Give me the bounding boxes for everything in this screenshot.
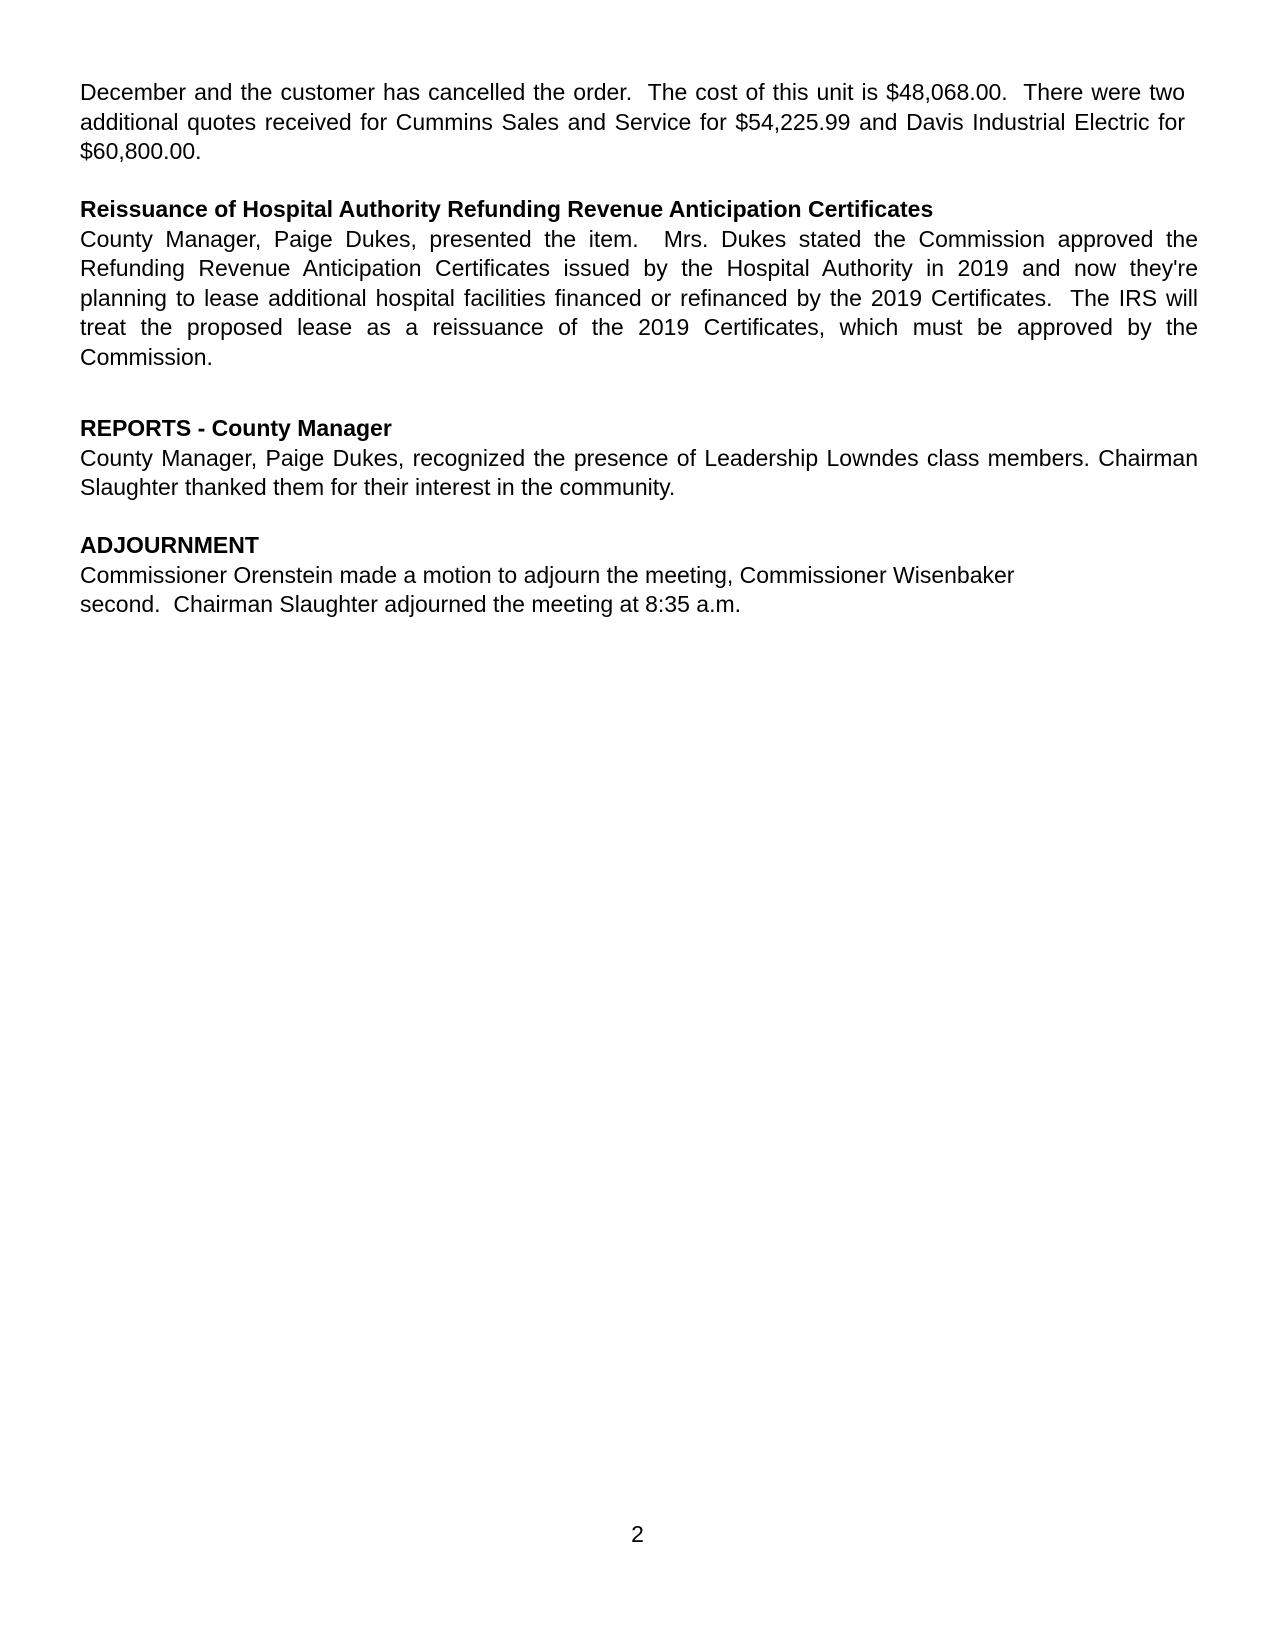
- section-heading-adjournment: ADJOURNMENT: [80, 532, 259, 558]
- section-heading-reissuance: Reissuance of Hospital Authority Refunding Revenue Anticipation Certificates: [80, 196, 934, 222]
- page-number: 2: [631, 1521, 644, 1547]
- intro-paragraph: December and the customer has cancelled the order. The cost of this unit is $48,068.00. There were two additional quotes received for Cummins Sales and Service for $54,225.99 and Davis Industrial Electric for $60,800.00.: [80, 79, 1192, 164]
- section-heading-reports: REPORTS - County Manager: [80, 415, 392, 441]
- section-reissuance: [80, 195, 1205, 372]
- section-body-adjournment-line1: Commissioner Orenstein made a motion to adjourn the meeting, Commissioner Wisenbaker: [80, 561, 1015, 588]
- document-page: [80, 78, 1205, 617]
- section-reports: [80, 414, 1205, 503]
- section-adjournment: [80, 531, 1198, 620]
- section-body-reports: County Manager, Paige Dukes, recognized the presence of Leadership Lowndes class members. Chairman Slaughter thanked them for their interest in the community.: [80, 444, 1205, 500]
- section-body-adjournment-line2: second. Chairman Slaughter adjourned the meeting at 8:35 a.m.: [80, 591, 742, 617]
- section-body-reissuance: County Manager, Paige Dukes, presented the item. Mrs. Dukes stated the Commission approved the Refunding Revenue Anticipation Certificates issued by the Hospital Authority in 2019 and now they're planning to lease additional hospital facilities financed or refinanced by the 2019 Certificates. The IRS will treat the proposed lease as a reissuance of the 2019 Certificates, which must be approved by the Commission.: [80, 225, 1205, 370]
